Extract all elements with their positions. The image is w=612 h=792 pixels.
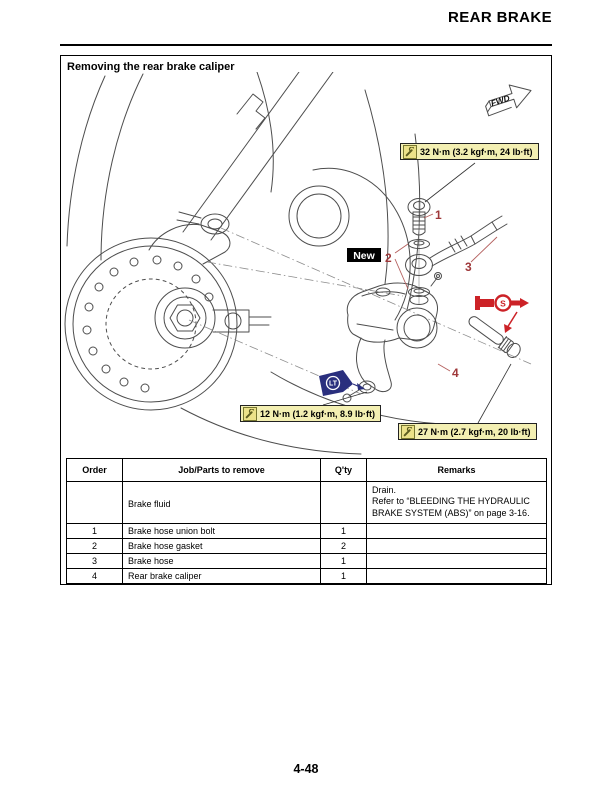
new-label: New	[353, 250, 375, 262]
col-header-job: Job/Parts to remove	[123, 459, 321, 482]
cell-qty: 1	[321, 554, 367, 569]
fwd-label: FWD	[489, 92, 511, 109]
caliper-art	[343, 273, 442, 403]
item-number-3: 3	[465, 260, 472, 274]
cell-remarks	[367, 569, 547, 584]
item-number-1: 1	[435, 208, 442, 222]
table-header-row	[67, 459, 547, 482]
cell-qty	[321, 482, 367, 524]
page-title: REAR BRAKE	[447, 9, 552, 26]
fwd-arrow	[484, 79, 534, 116]
page-number: 4-48	[293, 762, 319, 776]
remarks-line-1: Drain.	[372, 485, 397, 495]
torque-callout-union-bolt	[400, 143, 539, 160]
cell-remarks	[367, 482, 547, 524]
cell-job: Brake hose union bolt	[123, 524, 321, 539]
table-row	[67, 569, 547, 584]
procedure-caption: Removing the rear brake caliper	[67, 61, 235, 73]
torque-callout-bleed-screw	[240, 405, 381, 422]
remarks-line-2: Refer to “BLEEDING THE HYDRAULIC BRAKE SYSTEM (ABS)” on page 3-16.	[372, 496, 530, 518]
col-header-qty: Q'ty	[321, 459, 367, 482]
cell-order: 3	[67, 554, 123, 569]
cell-remarks	[367, 524, 547, 539]
new-part-tag	[347, 248, 381, 262]
cell-remarks	[367, 554, 547, 569]
torque-bleed-screw-text: 12 N·m (1.2 kgf·m, 8.9 lb·ft)	[260, 408, 376, 419]
table-row	[67, 524, 547, 539]
slide-pin-art	[466, 313, 523, 360]
item-number-4: 4	[452, 366, 459, 380]
torque-wrench-icon	[403, 145, 417, 159]
item-number-leaders	[395, 214, 497, 371]
col-header-order: Order	[67, 459, 123, 482]
union-bolt-stack-art	[406, 199, 508, 305]
torque-wrench-icon	[401, 425, 415, 439]
cell-order: 4	[67, 569, 123, 584]
col-header-remarks: Remarks	[367, 459, 547, 482]
cell-remarks	[367, 539, 547, 554]
cell-qty: 2	[321, 539, 367, 554]
procedure-panel	[60, 55, 552, 585]
loctite-symbol	[319, 370, 365, 396]
table-row	[67, 554, 547, 569]
parts-table	[66, 458, 547, 584]
cell-qty: 1	[321, 524, 367, 539]
exploded-view-diagram	[61, 72, 551, 456]
table-row	[67, 539, 547, 554]
cell-job: Brake hose gasket	[123, 539, 321, 554]
cell-order: 2	[67, 539, 123, 554]
cell-qty: 1	[321, 569, 367, 584]
cell-order	[67, 482, 123, 524]
cell-order: 1	[67, 524, 123, 539]
grease-s-label: S	[500, 298, 506, 309]
torque-union-bolt-text: 32 N·m (3.2 kgf·m, 24 lb·ft)	[420, 146, 533, 157]
header-divider	[60, 44, 552, 46]
cell-job: Brake fluid	[123, 482, 321, 524]
cell-job: Rear brake caliper	[123, 569, 321, 584]
table-row	[67, 482, 547, 524]
item-number-2: 2	[385, 251, 392, 265]
torque-caliper-bolt-text: 27 N·m (2.7 kgf·m, 20 lb·ft)	[418, 426, 531, 437]
cell-job: Brake hose	[123, 554, 321, 569]
torque-wrench-icon	[243, 407, 257, 421]
torque-callout-caliper-bolt	[398, 423, 537, 440]
grease-symbol	[475, 296, 529, 334]
loctite-lt-label: LT	[328, 380, 338, 388]
